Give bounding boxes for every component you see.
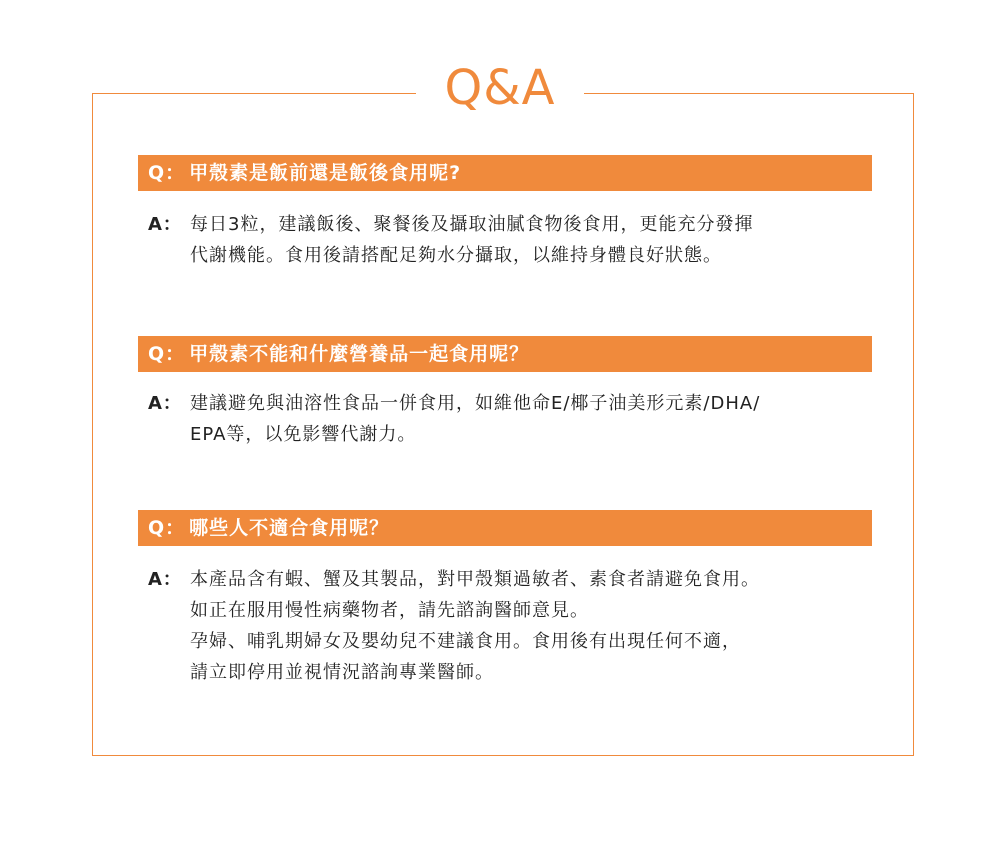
answer-mark-1: A： <box>148 214 182 235</box>
question-text-3: 哪些人不適合食用呢？ <box>189 517 390 539</box>
answer-3-line-3: 孕婦、哺乳期婦女及嬰幼兒不建議食用。食用後有出現任何不適， <box>190 631 741 652</box>
answer-block-1 <box>148 209 868 271</box>
question-mark-3: Q： <box>148 517 186 539</box>
answer-body-1 <box>190 209 868 271</box>
question-mark-2: Q： <box>148 343 186 365</box>
title-wrap <box>0 58 1000 118</box>
question-text-1: 甲殼素是飯前還是飯後食用呢? <box>189 162 462 184</box>
answer-3-line-1: 本產品含有蝦、蟹及其製品，對甲殼類過敏者、素食者請避免食用。 <box>190 569 760 590</box>
answer-block-3 <box>148 564 868 688</box>
question-bar-3 <box>138 510 872 546</box>
page-title: Q&A <box>416 58 583 118</box>
question-mark-1: Q： <box>148 162 186 184</box>
answer-1-line-2: 代謝機能。食用後請搭配足夠水分攝取，以維持身體良好狀態。 <box>190 245 722 266</box>
answer-1-line-1: 每日3粒，建議飯後、聚餐後及攝取油膩食物後食用，更能充分發揮 <box>190 214 754 235</box>
answer-body-3 <box>190 564 868 688</box>
answer-mark-3: A： <box>148 569 182 590</box>
answer-block-2 <box>148 388 868 450</box>
question-bar-2 <box>138 336 872 372</box>
answer-body-2 <box>190 388 868 450</box>
answer-2-line-1: 建議避免與油溶性食品一併食用，如維他命E/椰子油美形元素/DHA/ <box>190 393 761 414</box>
answer-2-line-2: EPA等，以免影響代謝力。 <box>190 424 417 445</box>
question-bar-1 <box>138 155 872 191</box>
answer-3-line-4: 請立即停用並視情況諮詢專業醫師。 <box>190 662 494 683</box>
answer-mark-2: A： <box>148 393 182 414</box>
answer-3-line-2: 如正在服用慢性病藥物者，請先諮詢醫師意見。 <box>190 600 589 621</box>
question-text-2: 甲殼素不能和什麼營養品一起食用呢？ <box>189 343 530 365</box>
